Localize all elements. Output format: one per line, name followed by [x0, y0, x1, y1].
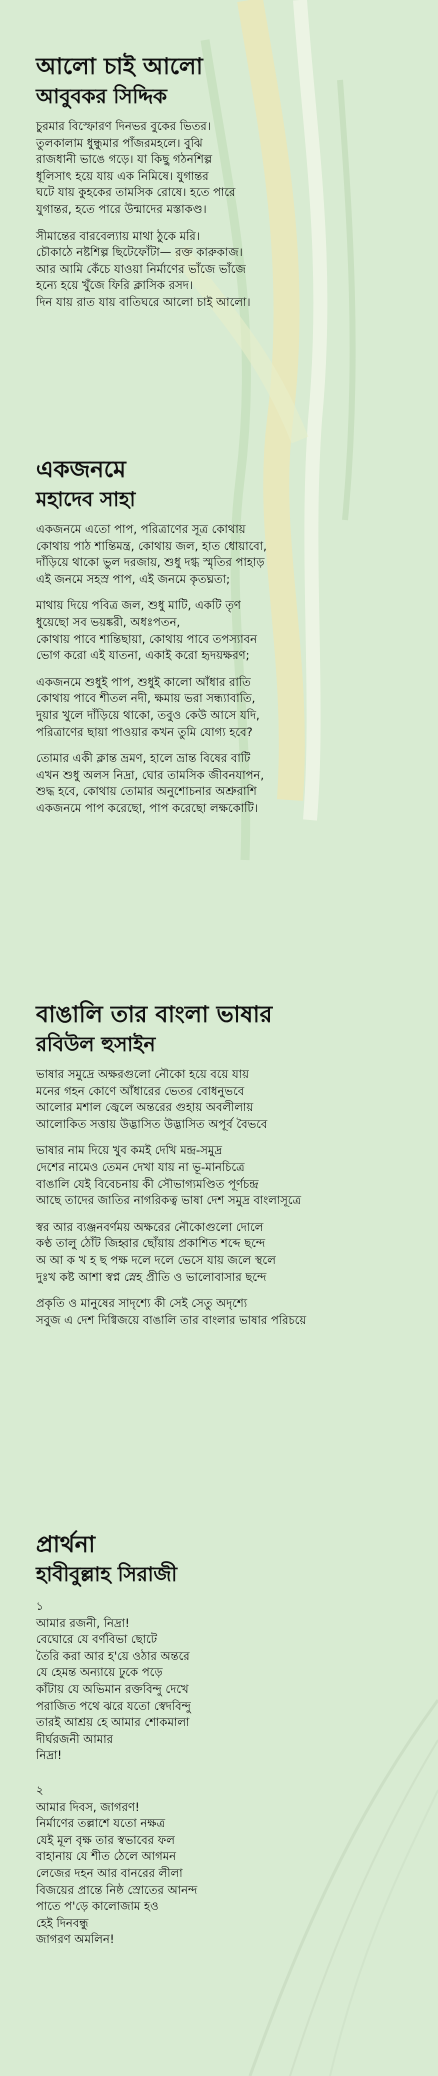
- poem-3: [36, 1000, 416, 1338]
- poem-line: হন্যে হয়ে খুঁজে ফিরি ক্লাসিক রসদ।: [36, 278, 193, 293]
- poem-line: একজনমে এতো পাপ, পরিত্রাণের সূত্র কোথায়: [36, 522, 246, 536]
- poem-title: বাঙালি তার বাংলা ভাষার: [36, 1002, 273, 1028]
- poem-line: যেই মূল বৃক্ষ তার স্বভাবের ফল: [36, 1832, 175, 1847]
- stanza: [36, 1142, 416, 1208]
- poem-line: ধুয়েছো সব ভয়ঙ্করী, অধঃপতন,: [36, 614, 181, 629]
- poem-line: একজনমে পাপ করেছো, পাপ করেছো লক্ষকোটি।: [36, 800, 258, 815]
- poem-line: দেশের নামেও তেমন দেখা যায় না ভূ-মানচিত্রে: [36, 1159, 245, 1174]
- poem-line: প্রকৃতি ও মানুষের সাদৃশ্যে কী সেই সেতু অদৃশ্যে: [36, 1296, 248, 1311]
- poem-line: ভোগ করো এই যাতনা, একাই করো হৃদয়ক্ষরণ;: [36, 648, 250, 663]
- poem-line: বাহানায় যে শীত ঠেলে আগমন: [36, 1849, 177, 1864]
- poem-line: ভাষার সমুদ্রে অক্ষরগুলো নৌকো হয়ে বয়ে যায়: [36, 1067, 249, 1081]
- stanza: [36, 118, 416, 218]
- poem-line: আমার দিবস, জাগরণ!: [36, 1799, 140, 1814]
- poem-line: মনের গহন কোণে আঁধারের ভেতর বোধনুভবে: [36, 1083, 245, 1098]
- poem-line: যুগান্তর, হতে পারে উন্মাদের মস্তাকণ্ড।: [36, 201, 207, 216]
- section-number: ১: [36, 1599, 44, 1613]
- poem-line: বেঘোরে যে বর্ণবিভা ছোটে: [36, 1632, 158, 1647]
- poem-line: তৈরি করা আর হ'য়ে ওঠার অন্তরে: [36, 1648, 190, 1663]
- poem-line: তুলকালাম ধুন্ধুমার পাঁজরমহলে। বুঝি: [36, 135, 203, 150]
- poem-author: হাবীবুল্লাহ সিরাজী: [36, 1562, 178, 1586]
- poem-title: একজনমে: [36, 457, 126, 483]
- poem-line: নিদ্রা!: [36, 1748, 62, 1763]
- poem-line: স্বর আর ব্যঞ্জনবর্ণময় অক্ষরের নৌকোগুলো দোলে: [36, 1219, 264, 1234]
- poem-line: রাজধানী ভাঙে গড়ে। যা কিছু গঠনশিল্প: [36, 152, 213, 167]
- poem-line: কাঁটায় যে অভিমান রক্তবিন্দু দেখে: [36, 1681, 189, 1696]
- poem-author: আবুবকর সিদ্দিক: [36, 84, 167, 108]
- poem-line: তোমার একী ক্লান্ত ভ্রমণ, হালে ভ্রান্ত বিষের বাটি: [36, 751, 251, 766]
- section-number: ২: [36, 1782, 44, 1797]
- poem-line: দীর্ঘরজনী আমার: [36, 1731, 113, 1746]
- poem-line: এই জনমে সহস্র পাপ, এই জনমে কৃতঘ্নতা;: [36, 571, 230, 586]
- poem-line: আলোর মশাল জ্বেলে অন্তরের গুহায় অবলীলায়: [36, 1100, 254, 1115]
- poem-line: চুরমার বিস্ফোরণ দিনভর বুকের ভিতর।: [36, 119, 211, 133]
- poem-line: কোথায় পাঠ শান্তিমন্ত্র, কোথায় জল, হাত ধোয়াবো,: [36, 538, 267, 553]
- poem-line: পাতে প'ড়ে কালোজাম হও: [36, 1899, 159, 1914]
- poem-line: ধূলিসাৎ হয়ে যায় এক নিমিষে। যুগান্তর: [36, 168, 209, 183]
- poem-line: একজনমে শুধুই পাপ, শুধুই কালো আঁধার রাতি: [36, 674, 251, 689]
- stanza: [36, 1295, 416, 1328]
- poem-line: এখন শুধু অলস নিদ্রা, ঘোর তামসিক জীবনযাপন,: [36, 767, 265, 782]
- poem-line: দাঁড়িয়ে থাকো ভুল দরজায়, শুধু দগ্ধ স্মৃতির পাহাড়: [36, 555, 265, 570]
- poem-line: ভাষার নাম দিয়ে খুব কমই দেখি মন্দ্র-সমুদ্র: [36, 1143, 223, 1158]
- poem-line: সীমান্তের বারবেল্যায় মাথা ঠুকে মরি।: [36, 228, 200, 243]
- poem-1: [36, 52, 416, 321]
- poem-line: কণ্ঠ তালু ঠোঁট জিহ্বার ছোঁয়ায় প্রকাশিত শব্দে ছন্দে: [36, 1236, 266, 1251]
- poem-line: শুদ্ধ হবে, কোথায় তোমার অনুশোচনার অশ্রুরাশি: [36, 784, 257, 799]
- poem-line: সবুজ এ দেশ দিগ্বিজয়ে বাঙালি তার বাংলার ভাষার পরিচয়ে: [36, 1312, 307, 1327]
- poem-line: লেজের দহন আর বানরের লীলা: [36, 1865, 183, 1880]
- poem-line: বাঙালি যেই বিবেচনায় কী সৌভাগ্যমণ্ডিত পূর্ণচন্দ্র: [36, 1176, 259, 1191]
- poem-line: কোথায় পাবে শান্তিছায়া, কোথায় পাবে তপস্যাবন: [36, 631, 257, 646]
- poem-line: নির্মাণের তল্লাশে যতো নক্ষত্র: [36, 1816, 166, 1831]
- poem-line: চৌকাঠে নষ্টশিল্প ছিটেফোঁটা— রক্ত কারুকাজ।: [36, 245, 243, 260]
- poem-line: যে হেমন্ত অন্যায়ে ঢুকে পড়ে: [36, 1665, 163, 1680]
- poem-line: মাথায় দিয়ে পবিত্র জল, শুধু মাটি, একটি তৃণ: [36, 598, 241, 613]
- stanza: [36, 1066, 416, 1132]
- poem-line: জাগরণ অমলিন!: [36, 1932, 115, 1947]
- poem-line: আর আমি কেঁচে যাওয়া নির্মাণের ভাঁজে ভাঁজে: [36, 261, 246, 276]
- stanza: [36, 750, 416, 816]
- stanza: [36, 1219, 416, 1285]
- poem-line: পরিত্রাণের ছায়া পাওয়ার কখন তুমি যোগ্য হবে?: [36, 724, 253, 739]
- poem-line: ঘটে যায় কুহকের তামসিক রোষে। হতে পারে: [36, 185, 236, 200]
- poem-line: দিন যায় রাত যায় বাতিঘরে আলো চাই আলো।: [36, 294, 251, 309]
- poem-line: তারই আশ্রয় হে আমার শোকমালা: [36, 1715, 190, 1730]
- poem-line: অ আ ক খ হ ছ পক্ষ দলে দলে ভেসে যায় জলে স্থলে: [36, 1252, 276, 1267]
- section: [36, 1782, 416, 1948]
- poem-line: দুঃখ কষ্ট আশা স্বপ্ন স্নেহ প্রীতি ও ভালোবাসার ছন্দে: [36, 1269, 267, 1284]
- poem-line: আলোকিত সত্তায় উদ্ভাসিত উদ্ভাসিত অপূর্ব বৈভবে: [36, 1116, 268, 1131]
- poem-line: দুয়ার খুলে দাঁড়িয়ে থাকো, তবুও কেউ আসে যদি,: [36, 707, 260, 722]
- stanza: [36, 521, 416, 587]
- stanza: [36, 597, 416, 663]
- poem-line: আমার রজনী, নিদ্রা!: [36, 1615, 130, 1630]
- poem-2: [36, 455, 416, 827]
- poem-line: আছে তাদের জাতির নাগরিকত্ব ভাষা দেশ সমুদ্র বাংলাসূত্রে: [36, 1193, 302, 1208]
- poem-author: মহাদেব সাহা: [36, 487, 136, 511]
- poem-line: হেই দিনবন্ধু: [36, 1915, 89, 1930]
- stanza: [36, 674, 416, 740]
- poem-title: আলো চাই আলো: [36, 54, 203, 80]
- poem-line: বিজয়ের প্রান্তে নিষ্ঠ স্রোতের আনন্দ: [36, 1882, 198, 1897]
- poem-title: প্রার্থনা: [36, 1532, 96, 1558]
- poem-line: কোথায় পাবে শীতল নদী, ক্ষমায় ভরা সন্ধ্যাবাতি,: [36, 691, 256, 706]
- poem-line: পরাজিত পথে ঝরে যতো স্বেদবিন্দু: [36, 1698, 191, 1713]
- section: [36, 1598, 416, 1764]
- poem-author: রবিউল হুসাইন: [36, 1032, 156, 1056]
- poem-4: [36, 1530, 416, 1958]
- stanza: [36, 228, 416, 311]
